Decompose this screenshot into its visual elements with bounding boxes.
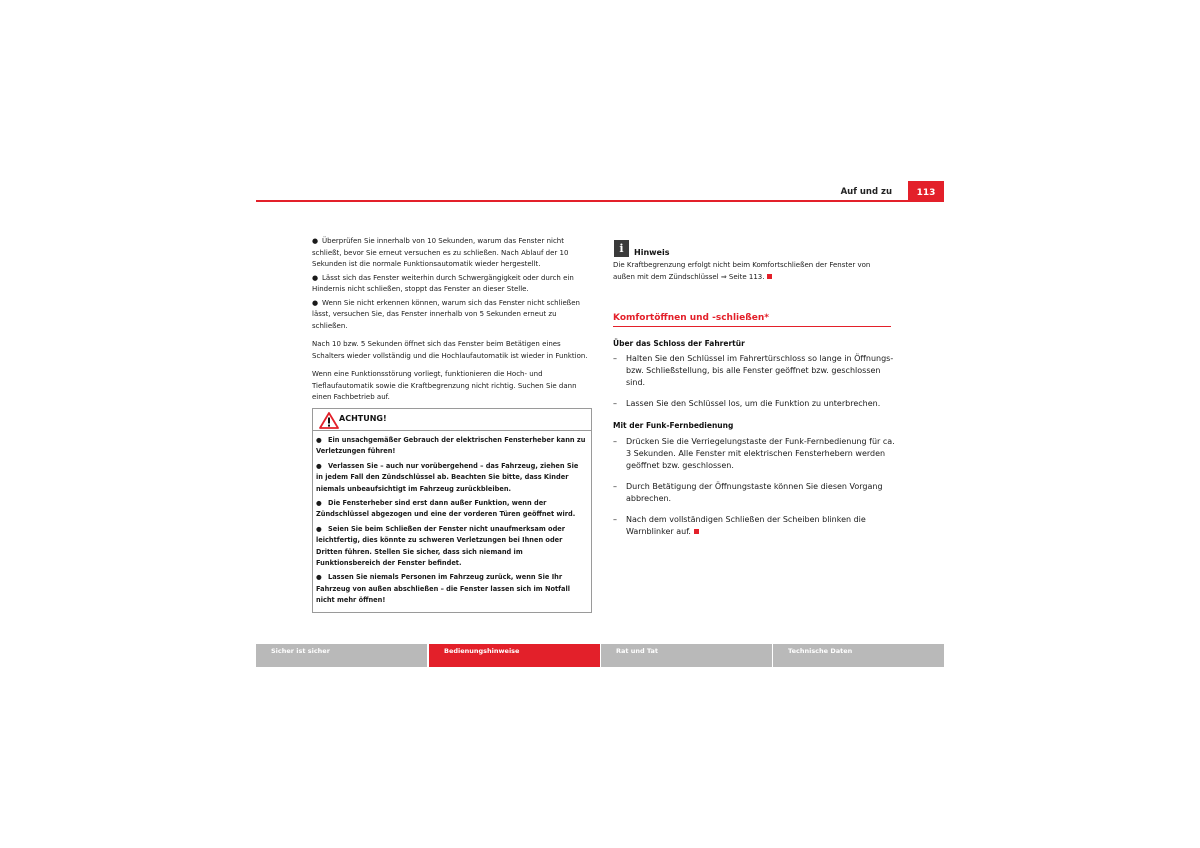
dash-icon: – <box>613 437 617 446</box>
note-text: Die Kraftbegrenzung erfolgt nicht beim Komfortschließen der Fenster von außen mit dem Zündschlüssel ⇒ Seite 113. <box>613 261 871 281</box>
note-title: Hinweis <box>634 248 670 257</box>
footer-tab-safety[interactable]: Sicher ist sicher <box>256 644 427 667</box>
warning-item: ● Seien Sie beim Schließen der Fenster nicht unaufmerksam oder leichtfertig, dies könnte zu schweren Verletzungen bei Ihnen oder Dritten führen. Stellen Sie sicher, dass sich niemand im Funktionsbereich der Fenster befindet. <box>316 524 566 568</box>
warning-body <box>313 431 591 612</box>
footer-tab-operation[interactable]: Bedienungshinweise <box>429 644 600 667</box>
instruction-list <box>613 436 895 538</box>
dash-icon: – <box>613 482 617 491</box>
running-header-title: Auf und zu <box>840 187 892 197</box>
paragraph: Nach 10 bzw. 5 Sekunden öffnet sich das Fenster beim Betätigen eines Schalters wieder vollständig und die Hochlaufautomatik ist wieder in Funktion. <box>312 340 588 360</box>
bullet-icon: ● <box>312 298 319 307</box>
bullet-icon: ● <box>316 436 322 444</box>
footer-tab-help[interactable]: Rat und Tat <box>601 644 772 667</box>
dash-icon: – <box>613 354 617 363</box>
warning-header <box>313 409 591 431</box>
bullet-item: ● Lässt sich das Fenster weiterhin durch Schwergängigkeit oder durch ein Hindernis nicht schließen, stoppt das Fenster an dieser Stelle. <box>312 273 574 293</box>
end-of-section-icon <box>767 274 772 279</box>
note-block <box>613 240 891 283</box>
end-of-section-icon <box>694 529 699 534</box>
bullet-icon: ● <box>316 524 322 533</box>
list-item: – Nach dem vollständigen Schließen der Scheiben blinken die Warnblinker auf. <box>613 515 866 536</box>
list-item: – Durch Betätigung der Öffnungstaste können Sie diesen Vorgang abbrechen. <box>613 482 883 503</box>
paragraph: Wenn eine Funktionsstörung vorliegt, funktionieren die Hoch- und Tieflaufautomatik sowie die Kraftbegrenzung nicht richtig. Suchen Sie dann einen Fachbetrieb auf. <box>312 370 577 401</box>
note-header <box>613 240 891 260</box>
bullet-icon: ● <box>312 273 319 282</box>
bullet-icon: ● <box>316 499 322 508</box>
bullet-item: ● Wenn Sie nicht erkennen können, warum sich das Fenster nicht schließen lässt, versuchen Sie, das Fenster innerhalb von 5 Sekunden erneut zu schließen. <box>312 298 580 330</box>
list-item: – Drücken Sie die Verriegelungstaste der Funk-Fernbedienung für ca. 3 Sekunden. Alle Fenster mit elektrischen Fensterhebern werden geöffnet bzw. geschlossen. <box>613 437 895 470</box>
bullet-icon: ● <box>312 237 319 245</box>
dash-icon: – <box>613 515 617 524</box>
bullet-icon: ● <box>316 573 322 582</box>
bullet-item: ● Überprüfen Sie innerhalb von 10 Sekunden, warum das Fenster nicht schließt, bevor Sie erneut versuchen es zu schließen. Nach Ablauf der 10 Sekunden ist die normale Funktionsautomatik wieder hergestellt. <box>312 237 569 268</box>
header-rule <box>256 200 944 202</box>
list-item: – Halten Sie den Schlüssel im Fahrertürschloss so lange in Öffnungs- bzw. Schließstellung, bis alle Fenster geöffnet bzw. geschlossen sind. <box>613 354 894 387</box>
warning-title: ACHTUNG! <box>339 414 387 423</box>
sub-heading-driver-door: Über das Schloss der Fahrertür <box>613 339 745 348</box>
dash-icon: – <box>613 399 617 408</box>
warning-item: ● Ein unsachgemäßer Gebrauch der elektrischen Fensterheber kann zu Verletzungen führen! <box>316 436 586 456</box>
info-icon: i <box>614 240 629 257</box>
warning-item: ● Die Fensterheber sind erst dann außer Funktion, wenn der Zündschlüssel abgezogen und eine der vorderen Türen geöffnet wird. <box>316 499 576 519</box>
warning-item: ● Lassen Sie niemals Personen im Fahrzeug zurück, wenn Sie Ihr Fahrzeug von außen abschließen – die Fenster lassen sich im Notfall nicht mehr öffnen! <box>316 573 571 605</box>
warning-item: ● Verlassen Sie – auch nur vorübergehend – das Fahrzeug, ziehen Sie in jedem Fall den Zündschlüssel ab. Beachten Sie bitte, dass Kinder niemals unbeaufsichtigt im Fahrzeug zurückbleiben. <box>316 461 579 493</box>
warning-box <box>312 408 592 613</box>
footer-tab-technical-data[interactable]: Technische Daten <box>773 644 944 667</box>
left-column <box>312 236 590 411</box>
list-item: – Lassen Sie den Schlüssel los, um die Funktion zu unterbrechen. <box>613 399 881 408</box>
page-number: 113 <box>908 181 944 202</box>
sub-heading-remote: Mit der Funk-Fernbedienung <box>613 421 734 430</box>
instruction-list <box>613 353 895 410</box>
section-heading: Komfortöffnen und -schließen* <box>613 313 891 327</box>
bullet-icon: ● <box>316 461 322 470</box>
warning-triangle-icon <box>319 412 339 429</box>
